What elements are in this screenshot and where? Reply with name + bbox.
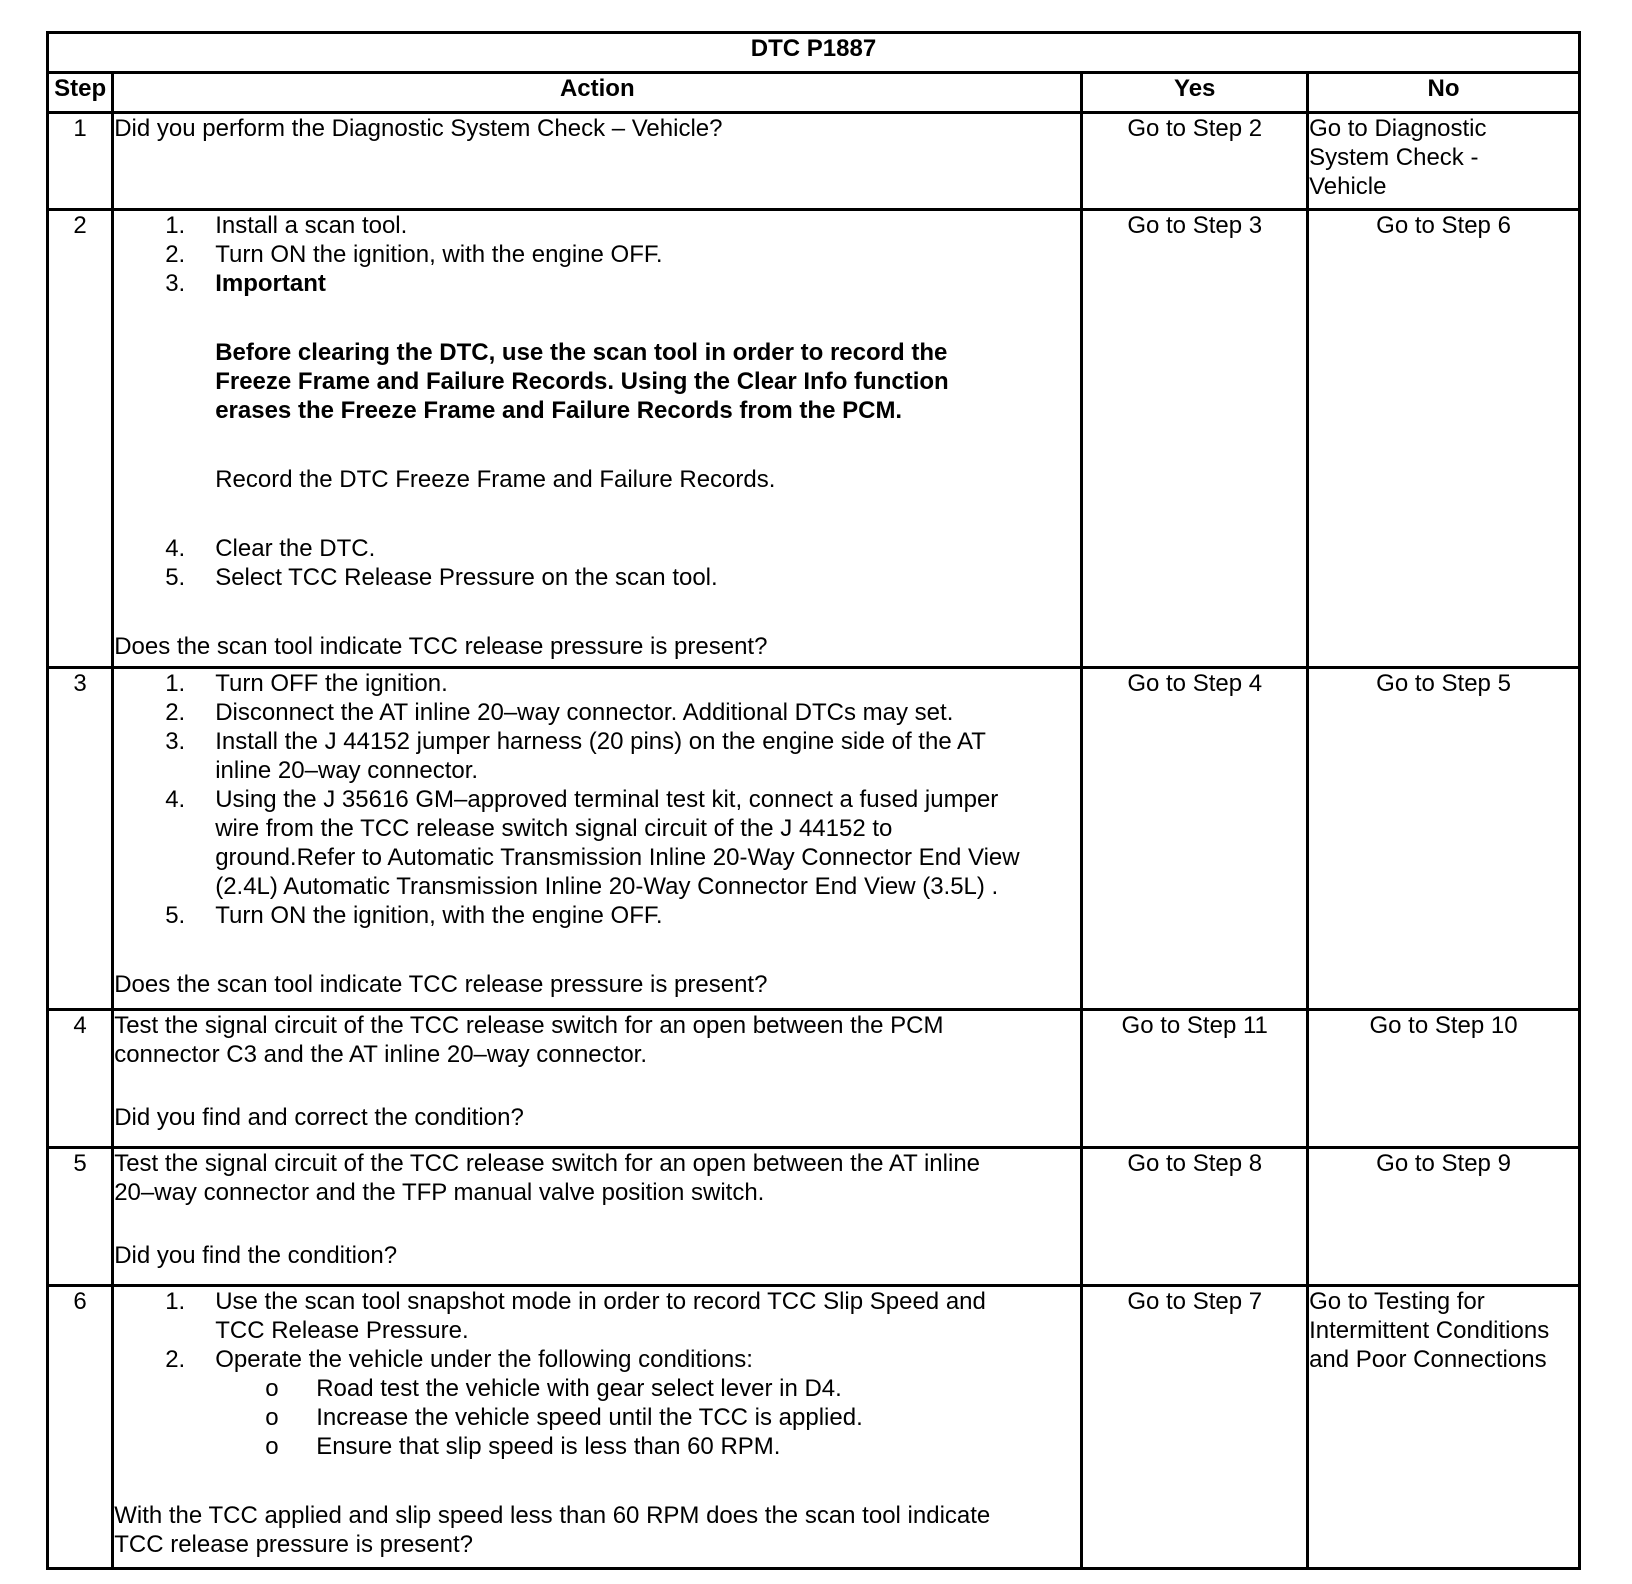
no-line: and Poor Connections xyxy=(1309,1346,1547,1373)
item-text: Select TCC Release Pressure on the scan tool. xyxy=(215,564,718,591)
item-number: 1. xyxy=(165,1288,186,1315)
item-number: 2. xyxy=(165,241,186,268)
table-title: DTC P1887 xyxy=(48,33,1580,73)
action-cell xyxy=(113,113,1082,210)
item-number: 4. xyxy=(165,786,186,813)
question-text: Did you find the condition? xyxy=(114,1242,398,1269)
item-text: (2.4L) Automatic Transmission Inline 20-Way Connector End View (3.5L) . xyxy=(215,873,999,900)
yes-link[interactable]: Go to Step 7 xyxy=(1082,1286,1308,1569)
bullet-item xyxy=(114,1403,1080,1432)
dtc-table xyxy=(46,31,1581,1570)
step-number: 4 xyxy=(48,1010,113,1148)
action-cell xyxy=(113,668,1082,1010)
no-link[interactable]: Go to Step 5 xyxy=(1308,668,1580,1010)
item-text: Using the J 35616 GM–approved terminal test kit, connect a fused jumper xyxy=(215,786,999,813)
no-link[interactable] xyxy=(1308,1286,1580,1569)
table-row xyxy=(48,113,1580,210)
question-text: Does the scan tool indicate TCC release pressure is present? xyxy=(114,633,768,660)
list-item xyxy=(114,756,1080,785)
item-text: Turn OFF the ignition. xyxy=(215,670,448,697)
action-cell xyxy=(113,1010,1082,1148)
header-yes: Yes xyxy=(1082,73,1308,113)
no-line: Go to Diagnostic xyxy=(1309,115,1487,142)
no-line: Intermittent Conditions xyxy=(1309,1317,1550,1344)
note-text: Record the DTC Freeze Frame and Failure Records. xyxy=(215,466,776,493)
text-line: connector C3 and the AT inline 20–way connector. xyxy=(114,1041,647,1068)
item-text: Turn ON the ignition, with the engine OFF. xyxy=(215,241,663,268)
bullet-text: Ensure that slip speed is less than 60 RPM. xyxy=(316,1433,781,1460)
yes-link[interactable]: Go to Step 4 xyxy=(1082,668,1308,1010)
no-line: Vehicle xyxy=(1309,173,1387,200)
important-line: erases the Freeze Frame and Failure Records from the PCM. xyxy=(215,397,903,424)
item-text: ground.Refer to Automatic Transmission Inline 20-Way Connector End View xyxy=(215,844,1020,871)
header-step: Step xyxy=(48,73,113,113)
question-line: TCC release pressure is present? xyxy=(114,1531,474,1558)
item-text: Use the scan tool snapshot mode in order to record TCC Slip Speed and xyxy=(215,1288,986,1315)
important-line: Before clearing the DTC, use the scan tool in order to record the xyxy=(215,339,948,366)
list-item xyxy=(114,269,1080,298)
item-number: 3. xyxy=(165,728,186,755)
table-row xyxy=(48,1286,1580,1569)
no-line: Go to Testing for xyxy=(1309,1288,1485,1315)
bullet-text: Increase the vehicle speed until the TCC is applied. xyxy=(316,1404,863,1431)
question-text: Did you find and correct the condition? xyxy=(114,1104,524,1131)
header-row xyxy=(48,73,1580,113)
yes-link[interactable]: Go to Step 3 xyxy=(1082,210,1308,668)
list-item xyxy=(114,727,1080,756)
list-item xyxy=(114,534,1080,563)
text-line: 20–way connector and the TFP manual valve position switch. xyxy=(114,1179,765,1206)
item-text: Install a scan tool. xyxy=(215,212,408,239)
list-item xyxy=(114,211,1080,240)
question-text: Did you perform the Diagnostic System Check – Vehicle? xyxy=(114,115,723,142)
list-item xyxy=(114,1345,1080,1374)
item-text: Disconnect the AT inline 20–way connector. Additional DTCs may set. xyxy=(215,699,954,726)
action-cell xyxy=(113,210,1082,668)
bullet-item xyxy=(114,1374,1080,1403)
bullet-text: Road test the vehicle with gear select lever in D4. xyxy=(316,1375,842,1402)
question-line: With the TCC applied and slip speed less than 60 RPM does the scan tool indicate xyxy=(114,1502,991,1529)
table-row xyxy=(48,1010,1580,1148)
action-cell xyxy=(113,1148,1082,1286)
text-line: Test the signal circuit of the TCC release switch for an open between the AT inline xyxy=(114,1150,981,1177)
item-text: wire from the TCC release switch signal circuit of the J 44152 to xyxy=(215,815,893,842)
step-number: 1 xyxy=(48,113,113,210)
list-item xyxy=(114,1287,1080,1316)
no-link[interactable] xyxy=(1308,113,1580,210)
important-line: Freeze Frame and Failure Records. Using the Clear Info function xyxy=(215,368,949,395)
item-text: Install the J 44152 jumper harness (20 pins) on the engine side of the AT xyxy=(215,728,986,755)
no-link[interactable]: Go to Step 9 xyxy=(1308,1148,1580,1286)
text-line: Test the signal circuit of the TCC release switch for an open between the PCM xyxy=(114,1012,944,1039)
item-text: Clear the DTC. xyxy=(215,535,376,562)
list-item xyxy=(114,785,1080,814)
list-item xyxy=(114,563,1080,592)
list-item xyxy=(114,901,1080,930)
item-text: Operate the vehicle under the following conditions: xyxy=(215,1346,753,1373)
step-number: 5 xyxy=(48,1148,113,1286)
item-number: 2. xyxy=(165,699,186,726)
action-cell xyxy=(113,1286,1082,1569)
list-item xyxy=(114,872,1080,901)
item-number: 4. xyxy=(165,535,186,562)
list-item xyxy=(114,1316,1080,1345)
bullet-item xyxy=(114,1432,1080,1461)
header-action: Action xyxy=(113,73,1082,113)
step-number: 2 xyxy=(48,210,113,668)
list-item xyxy=(114,814,1080,843)
item-number: 2. xyxy=(165,1346,186,1373)
list-item xyxy=(114,698,1080,727)
table-row xyxy=(48,1148,1580,1286)
question-text: Does the scan tool indicate TCC release pressure is present? xyxy=(114,971,768,998)
no-line: System Check - xyxy=(1309,144,1479,171)
yes-link[interactable]: Go to Step 2 xyxy=(1082,113,1308,210)
header-no: No xyxy=(1308,73,1580,113)
no-link[interactable]: Go to Step 10 xyxy=(1308,1010,1580,1148)
step-number: 3 xyxy=(48,668,113,1010)
list-item xyxy=(114,843,1080,872)
list-item xyxy=(114,669,1080,698)
item-text: Turn ON the ignition, with the engine OFF. xyxy=(215,902,663,929)
item-number: 1. xyxy=(165,670,186,697)
item-number: 5. xyxy=(165,902,186,929)
table-row xyxy=(48,210,1580,668)
yes-link[interactable]: Go to Step 8 xyxy=(1082,1148,1308,1286)
step-number: 6 xyxy=(48,1286,113,1569)
bullet-marker: o xyxy=(265,1433,279,1460)
list-item xyxy=(114,240,1080,269)
bullet-marker: o xyxy=(265,1375,279,1402)
important-label: Important xyxy=(215,270,326,297)
item-number: 1. xyxy=(165,212,186,239)
bullet-marker: o xyxy=(265,1404,279,1431)
item-text: TCC Release Pressure. xyxy=(215,1317,469,1344)
no-link[interactable]: Go to Step 6 xyxy=(1308,210,1580,668)
yes-link[interactable]: Go to Step 11 xyxy=(1082,1010,1308,1148)
table-row xyxy=(48,668,1580,1010)
item-number: 3. xyxy=(165,270,186,297)
item-text: inline 20–way connector. xyxy=(215,757,479,784)
item-number: 5. xyxy=(165,564,186,591)
